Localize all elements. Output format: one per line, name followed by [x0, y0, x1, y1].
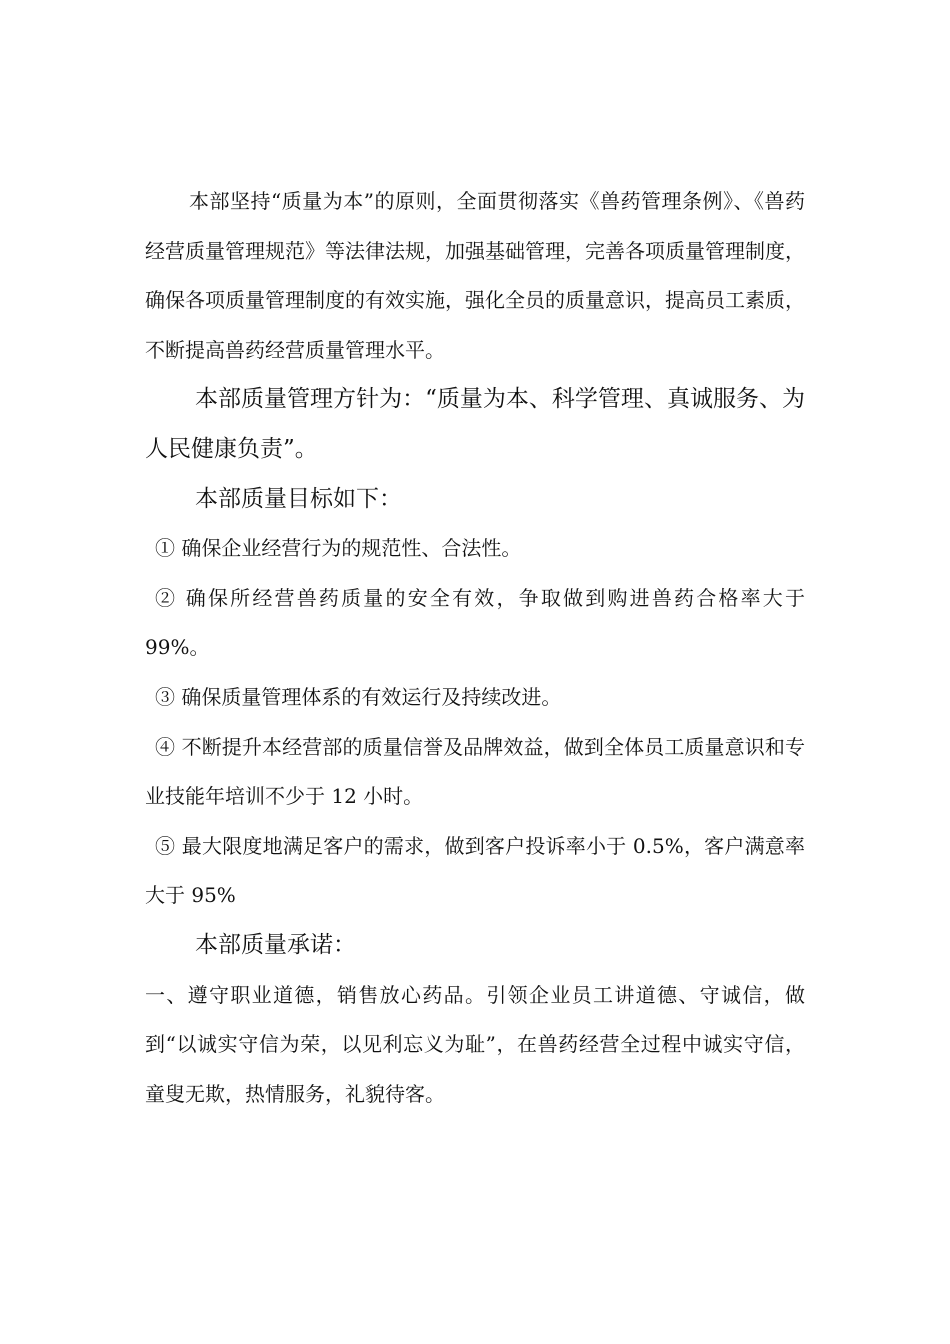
goal-item-4: ④ 不断提升本经营部的质量信誉及品牌效益，做到全体员工质量意识和专业技能年培训不少于 12 小时。	[145, 734, 805, 809]
document-body	[145, 177, 805, 1119]
quality-commitment-heading: 本部质量承诺：	[195, 931, 356, 958]
quality-goals-heading: 本部质量目标如下：	[195, 485, 402, 512]
goal-item-2: ② 确保所经营兽药质量的安全有效，争取做到购进兽药合格率大于 99%。	[145, 585, 805, 660]
quality-policy-paragraph: 本部质量管理方针为：“质量为本、科学管理、真诚服务、为人民健康负责”。	[145, 386, 805, 462]
goal-item-3: ③ 确保质量管理体系的有效运行及持续改进。	[155, 684, 562, 709]
goal-item-5: ⑤ 最大限度地满足客户的需求，做到客户投诉率小于 0.5%，客户满意率大于 95%	[145, 833, 805, 908]
commitment-item-1: 一、遵守职业道德，销售放心药品。引领企业员工讲道德、守诚信，做到“以诚实守信为荣，以见利忘义为耻”，在兽药经营全过程中诚实守信，童叟无欺，热情服务，礼貌待客。	[145, 982, 805, 1106]
intro-paragraph: 本部坚持“质量为本”的原则，全面贯彻落实《兽药管理条例》、《兽药经营质量管理规范》等法律法规，加强基础管理，完善各项质量管理制度，确保各项质量管理制度的有效实施，强化全员的质量意识，提高员工素质，不断提高兽药经营质量管理水平。	[145, 189, 805, 362]
goal-item-1: ① 确保企业经营行为的规范性、合法性。	[155, 536, 522, 561]
